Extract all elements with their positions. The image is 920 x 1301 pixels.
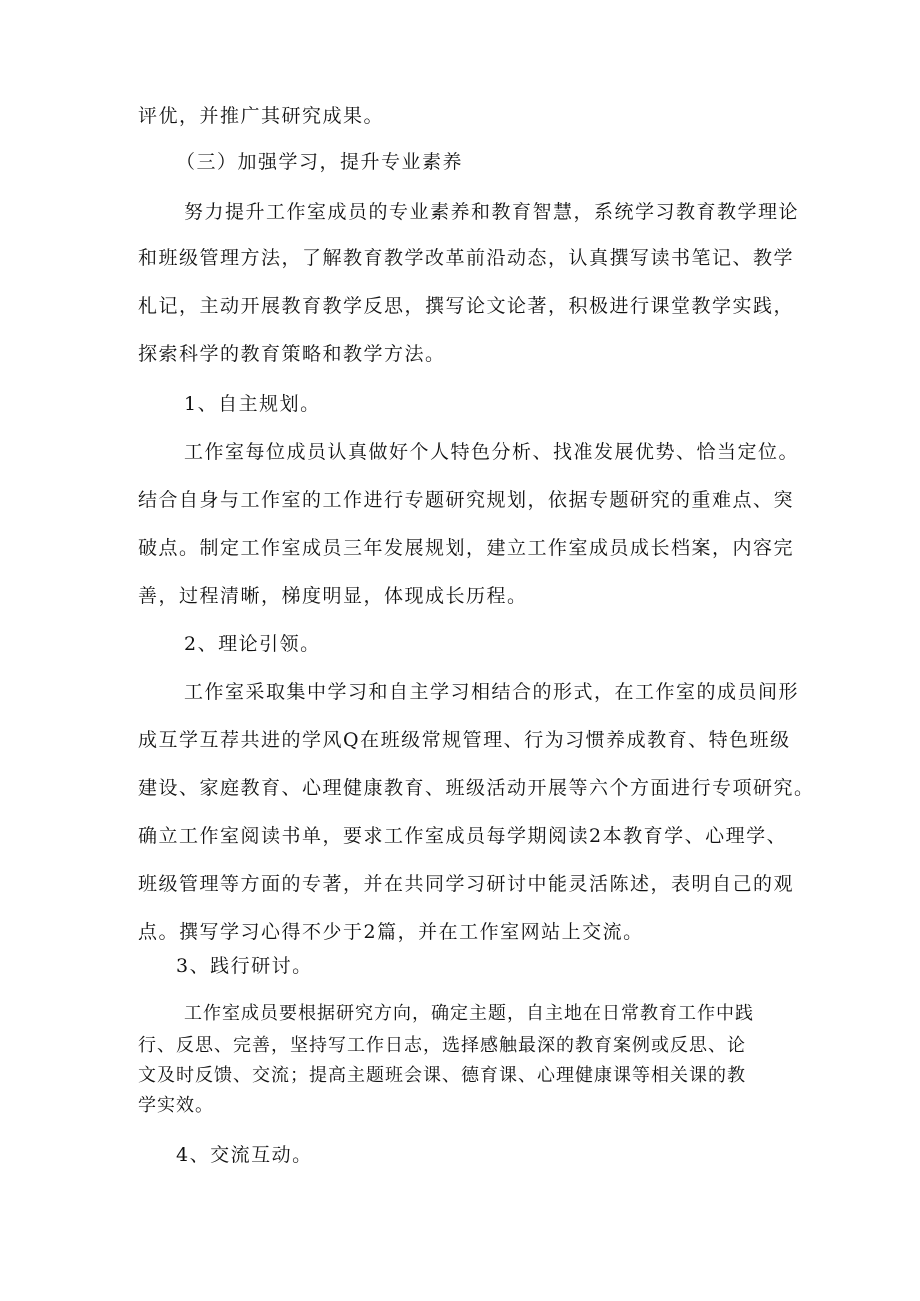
paragraph-line: 探索科学的教育策略和教学方法。 — [138, 343, 446, 365]
paragraph-line: 点。撰写学习心得不少于2篇，并在工作室网站上交流。 — [138, 921, 644, 943]
subsection-heading: 1、自主规划。 — [184, 393, 321, 415]
paragraph-line: 札记，主动开展教育教学反思，撰写论文论著，积极进行课堂教学实践， — [138, 295, 795, 317]
paragraph-line: 行、反思、完善，坚持写工作日志，选择感触最深的教育案例或反思、论 — [138, 1035, 746, 1056]
paragraph-line: 工作室采取集中学习和自主学习相结合的形式，在工作室的成员间形 — [184, 681, 800, 703]
paragraph-line: 学实效。 — [138, 1095, 214, 1116]
subsection-heading: 2、理论引领。 — [184, 633, 321, 655]
paragraph-line: 班级管理等方面的专著，并在共同学习研讨中能灵活陈述，表明自己的观 — [138, 873, 795, 895]
paragraph-line: 确立工作室阅读书单，要求工作室成员每学期阅读2本教育学、心理学、 — [138, 825, 788, 847]
subsection-heading: 4、交流互动。 — [176, 1144, 313, 1166]
paragraph-line: 工作室每位成员认真做好个人特色分析、找准发展优势、恰当定位。 — [184, 441, 800, 463]
paragraph-line: 结合自身与工作室的工作进行专题研究规划，依据专题研究的重难点、突 — [138, 489, 795, 511]
paragraph-line: 和班级管理方法，了解教育教学改革前沿动态，认真撰写读书笔记、教学 — [138, 247, 795, 269]
paragraph-line: 工作室成员要根据研究方向，确定主题，自主地在日常教育工作中践 — [184, 1003, 754, 1024]
paragraph-line: 努力提升工作室成员的专业素养和教育智慧，系统学习教育教学理论 — [184, 201, 800, 223]
paragraph-line: 破点。制定工作室成员三年发展规划，建立工作室成员成长档案，内容完 — [138, 537, 795, 559]
section-heading: （三）加强学习，提升专业素养 — [176, 151, 464, 173]
paragraph-line: 善，过程清晰，梯度明显，体现成长历程。 — [138, 585, 528, 607]
paragraph-line: 建设、家庭教育、心理健康教育、班级活动开展等六个方面进行专项研究。 — [138, 777, 815, 799]
subsection-heading: 3、践行研讨。 — [176, 955, 313, 977]
paragraph-line: 成互学互荐共进的学风Q在班级常规管理、行为习惯养成教育、特色班级 — [138, 729, 791, 751]
paragraph-line: 评优，并推广其研究成果。 — [138, 105, 385, 127]
paragraph-line: 文及时反馈、交流；提高主题班会课、德育课、心理健康课等相关课的教 — [138, 1065, 746, 1086]
